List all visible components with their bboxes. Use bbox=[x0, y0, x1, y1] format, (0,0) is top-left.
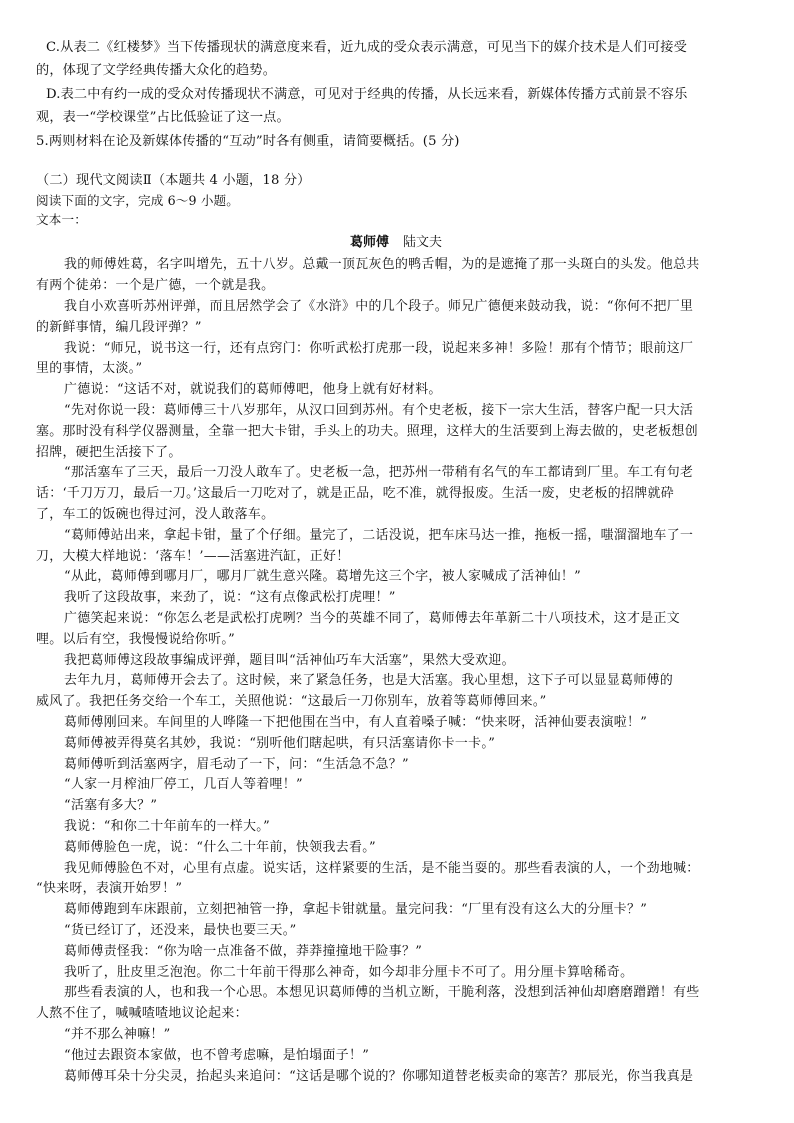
story-line: 广德说：“这话不对，就说我们的葛师傅吧，他身上就有好材料。 bbox=[64, 382, 442, 398]
story-line: 葛师傅听到活塞两字，眉毛动了一下，问：“生活急不急？” bbox=[64, 756, 409, 772]
story-line: “他过去跟资本家做，也不曾考虑嘛，是怕塌面子！” bbox=[64, 1047, 370, 1063]
story-line: 有两个徒弟：一个是广德，一个就是我。 bbox=[36, 278, 275, 294]
exam-page bbox=[36, 36, 756, 1087]
question-options-block bbox=[36, 36, 756, 153]
option-c-line-1: C.从表二《红楼梦》当下传播现状的满意度来看，近九成的受众表示满意，可见当下的媒介技术是人们可接受 bbox=[46, 40, 687, 55]
story-line: “葛师傅站出来，拿起卡钳，量了个仔细。量完了，二话没说，把车床马达一推，拖板一摇，嗤溜溜地车了一 bbox=[64, 527, 694, 543]
story-line: “并不那么神嘛！” bbox=[64, 1026, 171, 1042]
story-line: 葛师傅脸色一虎，说：“什么二十年前，快领我去看。” bbox=[64, 839, 376, 855]
story-line: 葛师傅耳朵十分尖灵，抬起头来追问：“这话是哪个说的？你哪知道替老板卖命的寒苦？那辰光，你当我真是 bbox=[64, 1068, 694, 1084]
story-title: 葛师傅 bbox=[349, 235, 389, 251]
story-line: 广德笑起来说：“你怎么老是武松打虎咧？当今的英雄不同了，葛师傅去年革新二十八项技术，这才是正文 bbox=[64, 610, 681, 626]
reading-section bbox=[36, 169, 756, 255]
story-line: 里的事情，太淡。” bbox=[36, 361, 143, 377]
story-line: 我见师傅脸色不对，心里有点虚。说实话，这样紧要的生活，是不能当耍的。那些看表演的人，一个劲地喊： bbox=[64, 860, 700, 876]
story-body bbox=[36, 255, 756, 1087]
story-line: “从此，葛师傅到哪月厂，哪月厂就生意兴隆。葛增先这三个字，被人家喊成了活神仙！” bbox=[64, 569, 582, 585]
story-line: 那些看表演的人，也和我一个心思。本想见识葛师傅的当机立断，干脆利落，没想到活神仙却磨磨蹭蹭！有些 bbox=[64, 985, 700, 1001]
story-line: 哩。以后有空，我慢慢说给你听。” bbox=[36, 631, 236, 647]
section-instruction: 阅读下面的文字，完成 6～9 小题。 bbox=[36, 193, 240, 209]
story-line: “人家一月榨油厂停工，几百人等着哩！” bbox=[64, 777, 303, 793]
story-line: 葛师傅被弄得莫名其妙，我说：“别听他们瞎起哄，有只活塞请你卡一卡。” bbox=[64, 735, 496, 751]
story-line: 我说：“师兄，说书这一行，还有点窍门：你听武松打虎那一段，说起来多神！多险！那有个情节；眼前这厂 bbox=[64, 340, 694, 356]
text-label: 文本一： bbox=[36, 212, 87, 228]
story-line: 葛师傅责怪我：“你为啥一点准备不做，莽莽撞撞地干险事？” bbox=[64, 943, 423, 959]
story-line: 话：‘千刀万刀，最后一刀。’这最后一刀吃对了，就是正品，吃不准，就得报废。生活一废，史老板的招牌就砕 bbox=[36, 486, 674, 502]
story-line: 去年九月，葛师傅开会去了。这时候，来了紧急任务，也是大活塞。我心里想，这下子可以显显葛师傅的 bbox=[64, 673, 674, 689]
story-line: 人熬不住了，喊喊喳喳地议论起来： bbox=[36, 1006, 248, 1022]
story-title-line bbox=[36, 231, 756, 255]
story-line: “先对你说一段：葛师傅三十八岁那年，从汉口回到苏州。有个史老板，接下一宗大生活，替客户配一只大活 bbox=[64, 403, 694, 419]
option-d-line-2: 观，表一“学校课堂”占比低验证了这一点。 bbox=[36, 110, 290, 126]
story-line: 我听了，肚皮里乏泡泡。你二十年前干得那么神奇，如今却非分厘卡不可了。用分厘卡算啥稀奇。 bbox=[64, 964, 634, 980]
option-c-line-2: 的，体现了文学经典传播大众化的趋势。 bbox=[36, 63, 277, 79]
section-header: （二）现代文阅读Ⅱ（本题共 4 小题，18 分） bbox=[36, 173, 311, 189]
story-line: 我的师傅姓葛，名字叫增先，五十八岁。总戴一顶瓦灰色的鸭舌帽，为的是遮掩了那一头斑白的头发。他总共 bbox=[64, 257, 700, 273]
story-line: 我把葛师傅这段故事编成评弹，题目叫“活神仙巧车大活塞”，果然大受欢迎。 bbox=[64, 652, 515, 668]
story-line: 招牌，硬把生活接下了。 bbox=[36, 444, 182, 460]
story-line: 了，车工的饭碗也得过河，没人敢落车。 bbox=[36, 507, 275, 522]
story-line: “活塞有多大？” bbox=[64, 798, 158, 814]
story-line: “快来呀，表演开始罗！” bbox=[36, 881, 183, 897]
story-line: 我说：“和你二十年前车的一样大。” bbox=[64, 818, 271, 834]
story-line: 威风了。我把任务交给一个车工，关照他说：“这最后一刀你别车，放着等葛师傅回来。” bbox=[36, 694, 547, 710]
option-d-line-1: D.表二中有约一成的受众对传播现状不满意，可见对于经典的传播，从长远来看，新媒体传播方式前景不容乐 bbox=[46, 86, 688, 102]
story-line: 我听了这段故事，来劲了，说：“这有点像武松打虎哩！” bbox=[64, 590, 396, 606]
story-line: 我自小欢喜听苏州评弹，而且居然学会了《水浒》中的几个段子。师兄广德便来鼓动我，说：“你何不把厂里 bbox=[64, 299, 694, 315]
story-line: “货已经订了，还没来，最快也要三天。” bbox=[64, 922, 297, 938]
story-author: 陆文夫 bbox=[403, 235, 443, 251]
story-line: 塞。那时没有科学仪器测量，全靠一把大卡钳，手头上的功夫。照理，这样大的生活要到上海去做的，史老板想创 bbox=[36, 423, 699, 439]
question-5: 5.两则材料在论及新媒体传播的“互动”时各有侧重，请简要概括。(5 分) bbox=[36, 133, 460, 149]
story-line: 的新鲜事情，编几段评弹？” bbox=[36, 319, 202, 335]
story-line: 葛师傅跑到车床跟前，立刻把袖管一挣，拿起卡钳就量。量完问我：“厂里有没有这么大的分厘卡？” bbox=[64, 902, 648, 918]
story-line: 刀，大模大样地说：‘落车！’——活塞进汽缸，正好！ bbox=[36, 548, 350, 564]
story-line: 葛师傅刚回来。车间里的人哗隆一下把他围在当中，有人直着嗓子喊：“快来呀，活神仙要表演啦！” bbox=[64, 714, 648, 730]
story-line: “那活塞车了三天，最后一刀没人敢车了。史老板一急，把苏州一带稍有名气的车工都请到厂里。车工有句老 bbox=[64, 465, 694, 481]
